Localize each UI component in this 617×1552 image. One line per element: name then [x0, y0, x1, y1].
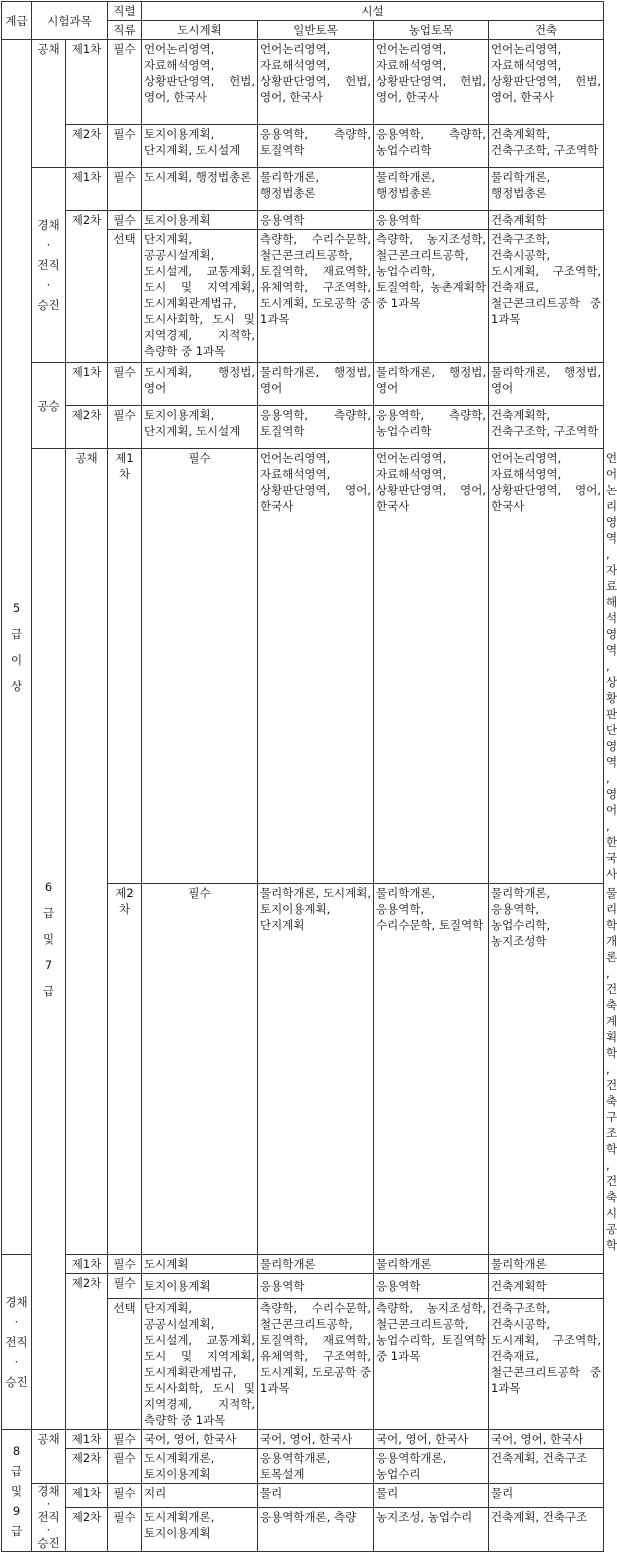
grade-label-char: 급: [10, 1463, 23, 1478]
subject-cell: 언어논리영역, 자료해석영역, 상황판단영역, 헌법, 영어, 한국사: [374, 40, 489, 125]
label-char: 경채: [37, 218, 60, 232]
header-grade: 계급: [2, 2, 32, 40]
g5-public-stage1-row: [2, 40, 604, 125]
grade-label-char: 이: [10, 653, 23, 667]
stage-label: 제2차: [66, 211, 108, 363]
stage-label: 제1차: [66, 40, 108, 125]
subject-cell: 국어, 영어, 한국사: [258, 1430, 374, 1449]
subject-cell: 응용역학: [374, 211, 489, 230]
g5-public-stage2-row: [2, 125, 604, 168]
subject-cell: 측량학, 수리수문학, 철근콘크리트공학, 토질역학, 재료역학, 유체역학, 구조역학, 도시계획, 도로공학 중 1과목: [258, 230, 374, 363]
subject-cell: 응용역학, 측량학, 토질역학: [258, 125, 374, 168]
type-label: 필수: [108, 1449, 142, 1484]
subject-cell: 응용역학, 측량학, 토질역학: [258, 406, 374, 449]
subject-cell: 물리학개론, 응용역학, 수리수문학, 토질역학: [374, 884, 489, 1255]
subject-cell: 건축계획, 건축구조: [489, 1507, 604, 1551]
type-label: 선택: [108, 1299, 142, 1430]
g5-career-stage2-required-row: [2, 211, 604, 230]
subject-cell: 언어논리영역, 자료해석영역, 상황판단영역, 영어, 한국사: [374, 449, 489, 884]
g5-promo-stage2-row: [2, 406, 604, 449]
type-label: 필수: [142, 884, 258, 1255]
subject-cell: 도시계획, 행정법총론: [142, 168, 258, 211]
subject-cell: 물리: [258, 1484, 374, 1508]
grade-label-char: 급: [10, 627, 23, 641]
type-label: 선택: [108, 230, 142, 363]
subject-cell: 언어논리영역, 자료해석영역, 상황판단영역, 영어, 한국사: [258, 449, 374, 884]
stage-label: 제2차: [66, 406, 108, 449]
subject-cell: 건축계획학, 건축구조학, 구조역학: [489, 125, 604, 168]
subject-cell: 언어논리영역, 자료해석영역, 상황판단영역, 헌법, 영어, 한국사: [258, 40, 374, 125]
subject-cell: 건축계획학, 건축구조학, 구조역학: [489, 406, 604, 449]
subject-cell: 응용역학, 측량학, 농업수리학: [374, 125, 489, 168]
subject-cell: 측량학, 농지조성학, 철근콘크리트공학, 농업수리학, 토질역학, 농촌계획학 중 1과목: [374, 230, 489, 363]
subject-cell: 응용역학개론, 농업수리: [374, 1449, 489, 1484]
type-label: 필수: [108, 363, 142, 406]
subject-cell: 물리학개론, 행정법총론: [258, 168, 374, 211]
header-specialty-urban: 도시계획: [142, 21, 258, 40]
header-specialty-civil: 일반토목: [258, 21, 374, 40]
type-label: 필수: [108, 1255, 142, 1274]
subject-cell: 건축구조학, 건축시공학, 도시계획, 구조역학, 건축재료, 철근콘크리트공학 중 1과목: [489, 230, 604, 363]
g5-career-label: [32, 168, 66, 363]
type-label: 필수: [142, 449, 258, 884]
subject-cell: 물리학개론: [374, 1255, 489, 1274]
header-specialty-agri: 농업토목: [374, 21, 489, 40]
grade-label-char: 및: [42, 932, 55, 946]
subject-cell: 물리학개론, 행정법, 영어: [374, 363, 489, 406]
g67-public-label: 공채: [66, 449, 108, 1255]
subject-cell: 도시계획, 행정법, 영어: [142, 363, 258, 406]
g89-public-stage1-row: [2, 1430, 604, 1449]
subject-cell: 응용역학: [374, 1274, 489, 1299]
g5-career-stage1-row: [2, 168, 604, 211]
subject-cell: 물리학개론: [258, 1255, 374, 1274]
stage-label: 제2차: [66, 1449, 108, 1484]
subject-cell: 국어, 영어, 한국사: [374, 1430, 489, 1449]
subject-cell: 물리: [489, 1484, 604, 1508]
subject-cell: 도시계획개론, 토지이용계획: [142, 1507, 258, 1551]
g89-career-stage2-row: [2, 1507, 604, 1551]
g67-public-stage2-row: 제2차 필수 물리학개론, 도시계획, 토지이용계획, 단지계획 물리학개론, 응용역학, 수리수문학, 토질역학 물리학개론, 응용역학, 농업수리학, 농지조성학 물리학개론, 건축계획학, 건축구조학, 건축시공학: [2, 884, 604, 1255]
subject-cell: 건축계획학: [489, 211, 604, 230]
grade-label-char: 급: [42, 984, 55, 998]
subject-cell: 응용역학개론, 측량: [258, 1507, 374, 1551]
subject-cell: 토지이용계획: [142, 211, 258, 230]
subject-cell: 물리: [374, 1484, 489, 1508]
grade-label-char: 및: [10, 1483, 23, 1498]
stage-label: 제2차: [66, 125, 108, 168]
type-label: 필수: [108, 211, 142, 230]
stage-label: 제1차: [66, 363, 108, 406]
subject-cell: 토지이용계획: [142, 1274, 258, 1299]
subject-cell: 측량학, 농지조성학, 철근콘크리트공학, 농업수리학, 토질역학 중 1과목: [374, 1299, 489, 1430]
subject-cell: 단지계획, 공공시설계획, 도시설계, 교통계획, 도시 및 지역계획, 도시계획관계법규, 도시사회학, 도시 및 지역경제, 지적학, 측량학 중 1과목: [142, 1299, 258, 1430]
g89-public-stage2-row: [2, 1449, 604, 1484]
g89-career-stage1-row: [2, 1484, 604, 1508]
grade-label-char: 5: [12, 601, 21, 615]
subject-cell: 농지조성, 농업수리: [374, 1507, 489, 1551]
subject-cell: 물리학개론, 도시계획, 토지이용계획, 단지계획: [258, 884, 374, 1255]
type-label: 필수: [108, 1274, 142, 1299]
label-char: 승진: [37, 298, 60, 312]
grade-label-char: 급: [42, 906, 55, 920]
stage-label: 제2차: [66, 1507, 108, 1551]
stage-label: 제1차: [66, 1484, 108, 1508]
subject-cell: 응용역학: [258, 211, 374, 230]
grade-6-7-label: [32, 449, 66, 1430]
subject-cell: 응용역학: [258, 1274, 374, 1299]
g67-career-stage1-row: [2, 1255, 604, 1274]
grade-8-9-label: [2, 1430, 32, 1552]
g5-promo-stage1-row: [2, 363, 604, 406]
type-label: 필수: [108, 406, 142, 449]
g89-career-label: [32, 1484, 66, 1552]
label-char: ·: [46, 1523, 51, 1537]
grade-label-char: 상: [10, 679, 23, 693]
label-char: ·: [46, 278, 51, 292]
subject-cell: 국어, 영어, 한국사: [489, 1430, 604, 1449]
stage-label: 제1차: [108, 449, 142, 884]
label-char: ·: [46, 238, 51, 252]
g67-career-stage2-required-row: [2, 1274, 604, 1299]
subject-cell: 지리: [142, 1484, 258, 1508]
type-label: 필수: [108, 125, 142, 168]
header-job-type: 직류: [108, 21, 142, 40]
grade-label-char: 8: [12, 1443, 21, 1458]
exam-subjects-table: [1, 1, 617, 1552]
g67-career-label: [2, 1255, 32, 1430]
subject-cell: 물리학개론, 행정법총론: [489, 168, 604, 211]
label-char: 경채: [37, 1484, 60, 1498]
stage-label: 제1차: [66, 1430, 108, 1449]
g67-public-stage1-row: 6 급 및 7 급 공채 제1차 필수 언어논리영역, 자료해석영역, 상황판단영역, 영어, 한국사 언어논리영역, 자료해석영역, 상황판단영역, 영어, 한국사 언어논리영역, 자료해석영역, 상황판단영역, 영어, 한국사 언어논리영역, 자료해석영역, 상황판단영역, 영어, 한국사: [2, 449, 604, 884]
g5-public-label: 공채: [32, 40, 66, 168]
subject-cell: 응용역학개론, 토목설계: [258, 1449, 374, 1484]
header-exam-subject: 시험과목: [32, 2, 108, 40]
stage-label: 제2차: [66, 1274, 108, 1430]
stage-label: 제1차: [66, 1255, 108, 1274]
g5-promo-label: 공승: [32, 363, 66, 449]
subject-cell: 물리학개론, 행정법총론: [374, 168, 489, 211]
grade-label-char: 9: [12, 1503, 21, 1518]
subject-cell: 물리학개론, 응용역학, 농업수리학, 농지조성학: [489, 884, 604, 1255]
subject-cell: 건축계획학: [489, 1274, 604, 1299]
type-label: 필수: [108, 168, 142, 211]
subject-cell: 토지이용계획, 단지계획, 도시설계: [142, 406, 258, 449]
stage-label: 제1차: [66, 168, 108, 211]
label-char: 승진: [37, 1536, 60, 1550]
subject-cell: 물리학개론, 행정법, 영어: [489, 363, 604, 406]
grade-5-label: [2, 40, 32, 1255]
subject-cell: 건축구조학, 건축시공학, 도시계획, 구조역학, 건축재료, 철근콘크리트공학 중 1과목: [489, 1299, 604, 1430]
label-char: ·: [46, 1497, 51, 1511]
grade-label-char: 6: [44, 880, 53, 894]
label-char: 전직: [5, 1335, 28, 1349]
label-char: ·: [14, 1315, 19, 1329]
label-char: 전직: [37, 258, 60, 272]
subject-cell: 언어논리영역, 자료해석영역, 상황판단영역, 헌법, 영어, 한국사: [142, 40, 258, 125]
type-label: 필수: [108, 1507, 142, 1551]
subject-cell: 토지이용계획, 단지계획, 도시설계: [142, 125, 258, 168]
subject-cell: 도시계획개론, 토지이용계획: [142, 1449, 258, 1484]
subject-cell: 언어논리영역, 자료해석영역, 상황판단영역, 영어, 한국사: [489, 449, 604, 884]
grade-label-char: 급: [10, 1523, 23, 1538]
subject-cell: 물리학개론, 행정법, 영어: [258, 363, 374, 406]
subject-cell: 단지계획, 공공시설계획, 도시설계, 교통계획, 도시 및 지역계획, 도시계획관계법규, 도시사회학, 도시 및 지역경제, 지적학, 측량학 중 1과목: [142, 230, 258, 363]
subject-cell: 언어논리영역, 자료해석영역, 상황판단영역, 헌법, 영어, 한국사: [489, 40, 604, 125]
header-facility: 시설: [142, 2, 604, 21]
subject-cell: 국어, 영어, 한국사: [142, 1430, 258, 1449]
label-char: 전직: [37, 1510, 60, 1524]
type-label: 필수: [108, 1484, 142, 1508]
type-label: 필수: [108, 40, 142, 125]
subject-cell: 건축계획, 건축구조: [489, 1449, 604, 1484]
label-char: 경채: [5, 1295, 28, 1309]
subject-cell: 도시계획: [142, 1255, 258, 1274]
g89-public-label: 공채: [32, 1430, 66, 1484]
subject-cell: 물리학개론: [489, 1255, 604, 1274]
grade-label-char: 7: [44, 958, 53, 972]
label-char: ·: [14, 1355, 19, 1369]
subject-cell: 응용역학, 측량학, 농업수리학: [374, 406, 489, 449]
subject-cell: 측량학, 수리수문학, 철근콘크리트공학, 토질역학, 재료역학, 유체역학, 구조역학, 도시계획, 도로공학 중 1과목: [258, 1299, 374, 1430]
header-specialty-arch: 건축: [489, 21, 604, 40]
type-label: 필수: [108, 1430, 142, 1449]
label-char: 승진: [5, 1375, 28, 1389]
header-row-1: [2, 2, 604, 21]
header-job-series: 직렬: [108, 2, 142, 21]
stage-label: 제2차: [108, 884, 142, 1255]
